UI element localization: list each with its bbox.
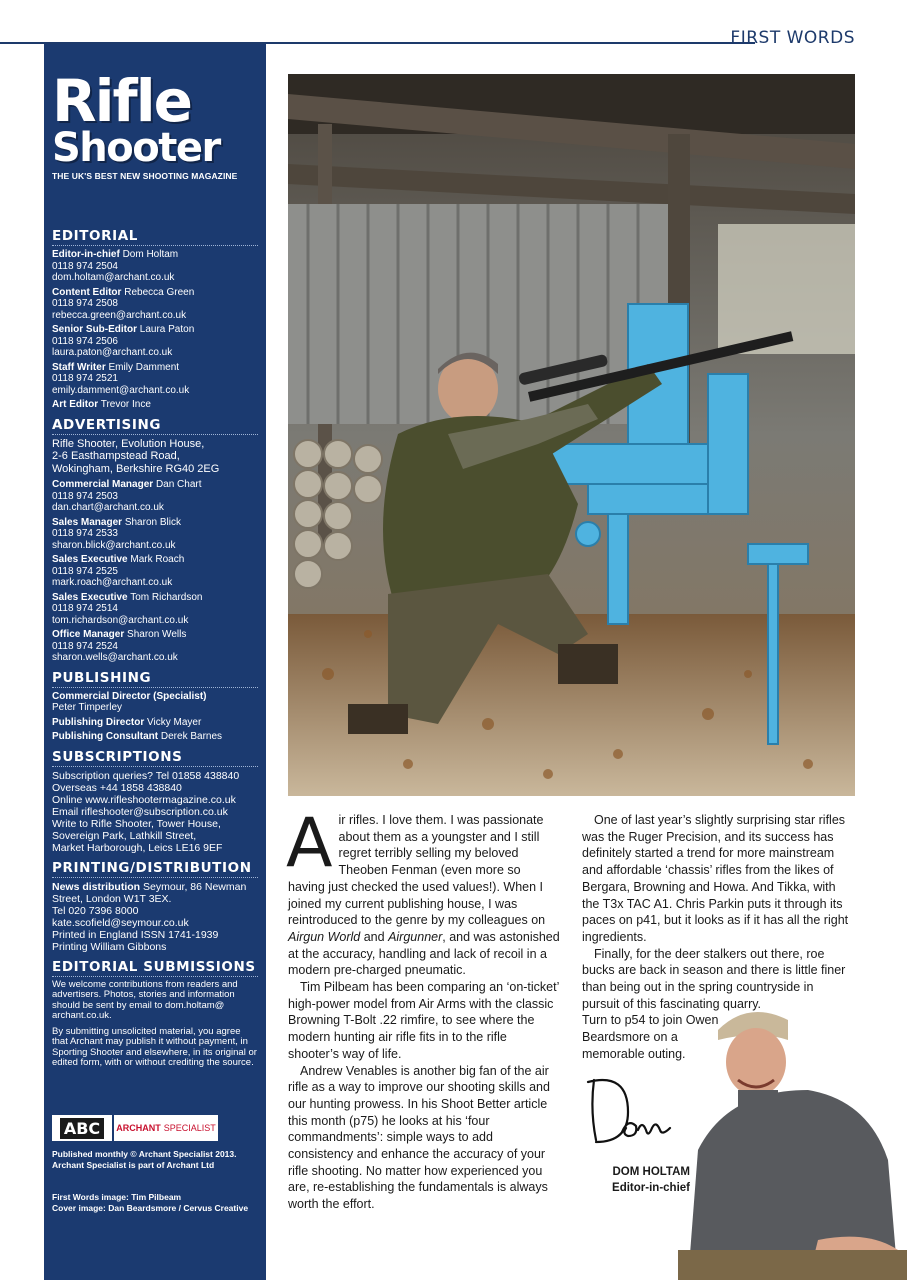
publishing-list bbox=[52, 691, 258, 743]
editor-byline bbox=[582, 1164, 690, 1196]
distribution-first-line: Seymour, 86 Newman bbox=[143, 880, 247, 893]
staff-role: Art Editor bbox=[52, 399, 99, 410]
staff-entry bbox=[52, 592, 258, 627]
staff-email: sharon.wells@archant.co.uk bbox=[52, 652, 178, 663]
publishing-notice bbox=[52, 1149, 262, 1170]
staff-entry bbox=[52, 479, 258, 514]
staff-role: Commercial Director (Specialist) bbox=[52, 690, 207, 702]
advertising-address bbox=[52, 438, 258, 476]
staff-name: Laura Paton bbox=[139, 324, 195, 335]
heading-publishing: PUBLISHING bbox=[52, 670, 258, 688]
heading-subscriptions: SUBSCRIPTIONS bbox=[52, 749, 258, 767]
staff-name: Peter Timperley bbox=[52, 702, 123, 713]
staff-name: Derek Barnes bbox=[160, 731, 223, 742]
staff-email: dom.holtam@archant.co.uk bbox=[52, 272, 175, 283]
staff-phone: 0118 974 2525 bbox=[52, 565, 118, 577]
staff-name: Tom Richardson bbox=[130, 591, 203, 603]
staff-email: rebecca.green@archant.co.uk bbox=[52, 309, 187, 321]
staff-role: Content Editor bbox=[52, 286, 122, 298]
subscriptions-info bbox=[52, 770, 258, 854]
heading-advertising: ADVERTISING bbox=[52, 417, 258, 435]
distribution-line: Tel 020 7396 8000 bbox=[52, 904, 139, 917]
staff-role: Publishing Consultant bbox=[52, 731, 159, 742]
article-paragraph: One of last year’s slightly surprising star rifles was the Ruger Precision, and its success has definitely started a trend for more mainstream and affordable ‘chassis’ rifles from the likes of Bergara, Browning and Howa. And Tikka, with the T3x TAC A1. Chris Parkin puts it through its paces on p41, but it looks as if it has all the right ingredients. bbox=[582, 813, 849, 944]
cover-credit: Cover image: Dan Beardsmore / Cervus Creative bbox=[52, 1202, 249, 1213]
staff-entry bbox=[52, 717, 258, 729]
submissions-paragraph-1: We welcome contributions from readers and advertisers. Photos, stories and information should be sent by email to dom.holtam@ archant.co.uk. bbox=[52, 978, 238, 1021]
distribution-line: Printed in England ISSN 1741-1939 bbox=[52, 928, 219, 941]
part-of-line: Archant Specialist is part of Archant Ltd bbox=[52, 1159, 215, 1170]
staff-entry bbox=[52, 324, 258, 359]
staff-name: Trevor Ince bbox=[100, 399, 151, 410]
staff-name: Dom Holtam bbox=[122, 249, 179, 260]
editor-name: DOM HOLTAM bbox=[612, 1166, 690, 1178]
staff-email: tom.richardson@archant.co.uk bbox=[52, 614, 189, 626]
staff-role: Sales Executive bbox=[52, 591, 128, 603]
staff-name: Emily Damment bbox=[108, 361, 180, 373]
staff-entry bbox=[52, 399, 258, 411]
editorial-list bbox=[52, 249, 258, 411]
heading-submissions: EDITORIAL SUBMISSIONS bbox=[52, 959, 258, 977]
article-paragraph: Finally, for the deer stalkers out there, roe bucks are back in season and there is little finer than being out in the spring countryside in pursuit of this fascinating quarry. bbox=[582, 946, 846, 1011]
staff-name: Rebecca Green bbox=[124, 286, 195, 298]
staff-role: Editor-in-chief bbox=[52, 249, 120, 260]
staff-email: dan.chart@archant.co.uk bbox=[52, 502, 164, 513]
staff-entry bbox=[52, 731, 258, 743]
subscription-line: Subscription queries? Tel 01858 438840 bbox=[52, 769, 240, 782]
staff-entry bbox=[52, 691, 258, 714]
editor-signature bbox=[582, 1070, 692, 1150]
magazine-logo bbox=[52, 67, 258, 182]
heading-distribution: PRINTING/DISTRIBUTION bbox=[52, 860, 258, 878]
address-line: 2-6 Easthampstead Road, bbox=[52, 450, 180, 462]
publisher-badges bbox=[52, 1115, 218, 1141]
staff-role: Sales Manager bbox=[52, 516, 123, 528]
subscription-line: Market Harborough, Leics LE16 9EF bbox=[52, 841, 223, 854]
staff-email: sharon.blick@archant.co.uk bbox=[52, 539, 176, 551]
shooter-with-air-rifle-image bbox=[288, 74, 855, 796]
article-paragraph: Andrew Venables is another big fan of the air rifle as a way to improve our shooting skills and our hunting prowess. In his Shoot Better article this month (p75) he looks at his ‘four commandments’: simple ways to add consistency and enhance the accuracy of your rifle shooting. No matter how experienced you are, re-establishing the fundamentals is always worth the effort. bbox=[288, 1063, 550, 1212]
staff-phone: 0118 974 2533 bbox=[52, 528, 118, 539]
staff-name: Dan Chart bbox=[155, 479, 202, 490]
subscription-line: Sovereign Park, Lathkill Street, bbox=[52, 829, 197, 842]
staff-phone: 0118 974 2504 bbox=[52, 260, 118, 272]
staff-entry bbox=[52, 287, 258, 322]
logo-word-1: Rifle bbox=[52, 67, 191, 135]
drop-cap: A bbox=[286, 804, 333, 883]
staff-phone: 0118 974 2524 bbox=[52, 640, 118, 652]
staff-role: Office Manager bbox=[52, 629, 125, 640]
archant-specialist-logo: ARCHANT SPECIALIST bbox=[114, 1115, 218, 1141]
address-line: Rifle Shooter, Evolution House, bbox=[52, 437, 205, 450]
logo-tagline: THE UK'S BEST NEW SHOOTING MAGAZINE bbox=[52, 171, 238, 182]
advertising-list bbox=[52, 479, 258, 664]
staff-listing bbox=[52, 222, 258, 1074]
article-paragraph: Air rifles. I love them. I was passionate about them as a youngster and I still regret terribly selling my beloved Theoben Fenman (even more so having just checked the used values!). When I joined my current publishing house, I was reintroduced to the genre by my colleagues on Airgun World and Airgunner, and was astonished at the accuracy, handling and lack of recoil in a modern pre-charged pneumatic. bbox=[286, 804, 560, 978]
staff-phone: 0118 974 2521 bbox=[52, 373, 118, 384]
staff-name: Mark Roach bbox=[130, 554, 185, 565]
distribution-info bbox=[52, 881, 258, 953]
article-column-left bbox=[286, 804, 560, 1213]
first-words-credit: First Words image: Tim Pilbeam bbox=[52, 1192, 182, 1202]
staff-role: Publishing Director bbox=[52, 716, 145, 728]
distribution-line: Printing William Gibbons bbox=[52, 940, 167, 953]
subscription-line: Write to Rifle Shooter, Tower House, bbox=[52, 817, 221, 830]
staff-phone: 0118 974 2514 bbox=[52, 603, 118, 614]
hero-photo bbox=[288, 74, 855, 796]
staff-name: Vicky Mayer bbox=[147, 716, 202, 728]
section-label: FIRST WORDS bbox=[730, 28, 855, 48]
staff-entry bbox=[52, 362, 258, 397]
published-line: Published monthly © Archant Specialist 2013. bbox=[52, 1149, 237, 1159]
abc-logo: ABC bbox=[52, 1115, 112, 1141]
staff-email: laura.paton@archant.co.uk bbox=[52, 347, 173, 358]
staff-entry bbox=[52, 554, 258, 589]
editor-portrait-image bbox=[678, 990, 907, 1280]
staff-role: Sales Executive bbox=[52, 554, 128, 565]
article-paragraph: Turn to p54 to join Owen Beardsmore on a memorable outing. bbox=[582, 1013, 719, 1061]
editor-portrait bbox=[678, 990, 907, 1280]
article-paragraph: Tim Pilbeam has been comparing an ‘on-ticket’ high-power model from Air Arms with the classic Browning T-Bolt .22 rimfire, to see where the modern hunting air rifle fits in to the rifle shooter’s way of life. bbox=[288, 980, 559, 1061]
distribution-line: Street, London W1T 3EX. bbox=[52, 892, 172, 905]
distribution-line: kate.scofield@seymour.co.uk bbox=[52, 916, 189, 929]
image-credits bbox=[52, 1192, 262, 1213]
staff-name: Sharon Wells bbox=[127, 629, 187, 640]
subscription-line: Email rifleshooter@subscription.co.uk bbox=[52, 805, 228, 818]
staff-phone: 0118 974 2508 bbox=[52, 298, 118, 309]
distribution-label: News distribution bbox=[52, 880, 141, 893]
signature-graphic bbox=[582, 1070, 692, 1150]
masthead-sidebar bbox=[44, 44, 266, 1280]
staff-entry bbox=[52, 249, 258, 284]
staff-entry bbox=[52, 517, 258, 552]
staff-email: mark.roach@archant.co.uk bbox=[52, 577, 173, 588]
staff-name: Sharon Blick bbox=[124, 516, 181, 528]
staff-role: Staff Writer bbox=[52, 361, 106, 373]
submissions-paragraph-2: By submitting unsolicited material, you agree that Archant may publish it without payment, in Sporting Shooter and elsewhere, in its original or edited form, with or without crediting the source. bbox=[52, 1025, 257, 1068]
editor-title: Editor-in-chief bbox=[612, 1182, 690, 1194]
subscription-line: Online www.rifleshootermagazine.co.uk bbox=[52, 793, 236, 806]
staff-phone: 0118 974 2506 bbox=[52, 335, 118, 347]
staff-email: emily.damment@archant.co.uk bbox=[52, 384, 190, 396]
subscription-line: Overseas +44 1858 438840 bbox=[52, 781, 182, 794]
staff-role: Senior Sub-Editor bbox=[52, 324, 137, 335]
staff-entry bbox=[52, 629, 258, 664]
heading-editorial: EDITORIAL bbox=[52, 228, 258, 246]
staff-role: Commercial Manager bbox=[52, 479, 154, 490]
staff-phone: 0118 974 2503 bbox=[52, 490, 118, 502]
logo-word-2: Shooter bbox=[52, 125, 220, 172]
address-line: Wokingham, Berkshire RG40 2EG bbox=[52, 462, 220, 475]
